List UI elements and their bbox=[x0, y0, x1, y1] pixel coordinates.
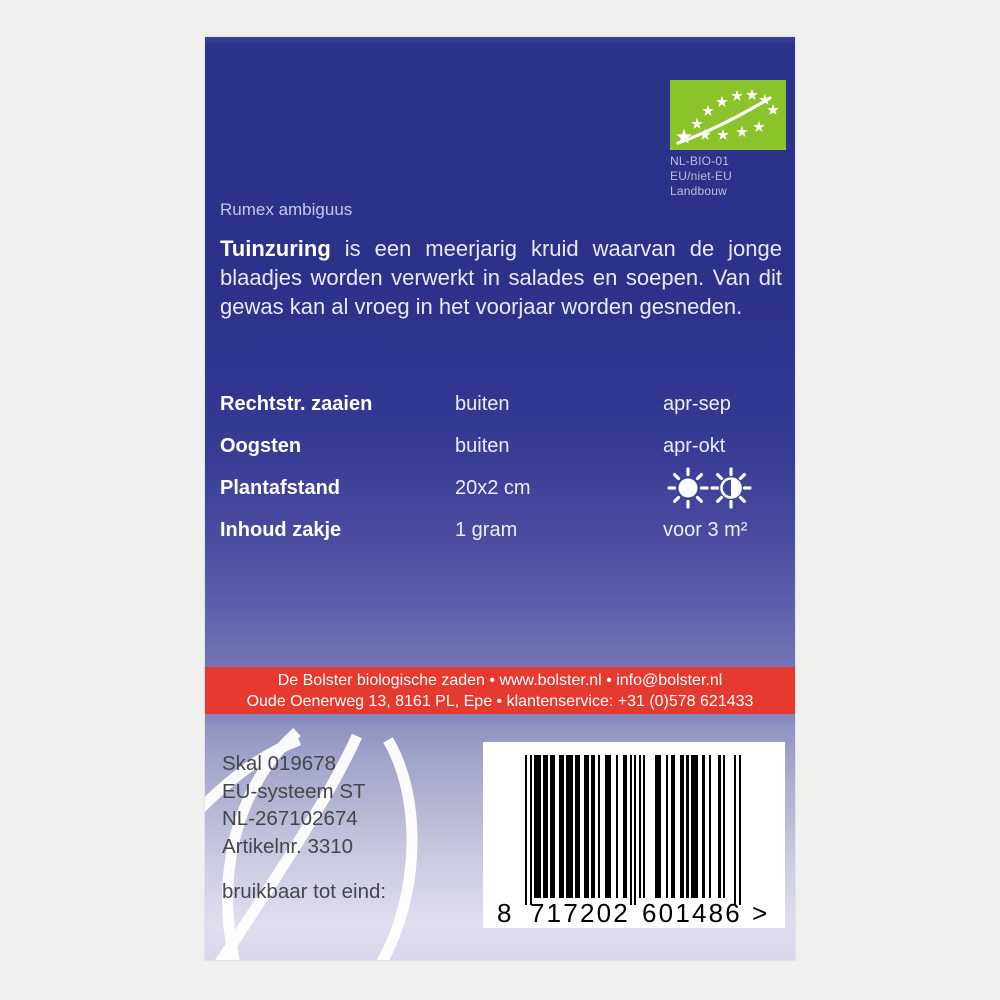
row-label: Rechtstr. zaaien bbox=[220, 392, 373, 415]
barcode-bar bbox=[643, 755, 645, 898]
row-season: apr-okt bbox=[663, 434, 726, 457]
barcode-bar bbox=[591, 755, 596, 898]
nl-number: NL-267102674 bbox=[222, 807, 358, 830]
product-description-text: is een meerjarig kruid waarvan de jonge blaadjes worden verwerkt in salades en soepen. Van dit gewas kan al vroeg in het voorjaar worden gesneden. bbox=[220, 236, 782, 319]
skal-number: Skal 019678 bbox=[222, 752, 336, 775]
article-number: Artikelnr. 3310 bbox=[222, 834, 354, 858]
row-label: Inhoud zakje bbox=[220, 518, 342, 541]
barcode-bar bbox=[616, 755, 618, 898]
table-row-sowing bbox=[220, 383, 795, 425]
barcode-bar bbox=[584, 755, 589, 898]
barcode-bar bbox=[543, 755, 548, 898]
product-description bbox=[220, 234, 782, 321]
barcode-bar bbox=[605, 755, 612, 898]
row-value: 20x2 cm bbox=[455, 476, 531, 499]
contact-banner bbox=[205, 667, 795, 714]
barcode-bar bbox=[623, 755, 628, 898]
barcode-bar bbox=[630, 755, 632, 905]
barcode-bar bbox=[702, 755, 704, 898]
barcode-bar bbox=[534, 755, 541, 898]
partial-shade-icon bbox=[712, 469, 750, 507]
barcode-bar bbox=[680, 755, 685, 898]
growing-info-table bbox=[220, 383, 795, 551]
product-name: Tuinzuring bbox=[220, 236, 331, 261]
barcode-bar bbox=[691, 755, 698, 898]
row-value: buiten bbox=[455, 434, 510, 457]
eu-logo-code: NL-BIO-01 bbox=[670, 154, 730, 168]
barcode-digit-first: 8 bbox=[497, 898, 512, 928]
table-row-content bbox=[220, 509, 795, 551]
row-coverage: voor 3 m² bbox=[663, 518, 748, 541]
eu-organic-logo bbox=[670, 80, 786, 199]
seed-packet-back bbox=[205, 37, 795, 960]
barcode-digits-right: 601486 bbox=[642, 898, 742, 928]
table-row-spacing bbox=[220, 467, 795, 509]
barcode-bar bbox=[550, 755, 555, 898]
barcode-bar bbox=[718, 755, 720, 898]
barcode-bar bbox=[559, 755, 564, 898]
barcode-bar bbox=[639, 755, 641, 898]
contact-line-2: Oude Oenerweg 13, 8161 PL, Epe • klantenservice: +31 (0)578 621433 bbox=[246, 693, 754, 710]
barcode-bar bbox=[671, 755, 676, 898]
barcode-digits-left: 717202 bbox=[530, 898, 630, 928]
certification-block bbox=[222, 750, 366, 860]
barcode-bar bbox=[686, 755, 688, 898]
barcode-bar bbox=[709, 755, 711, 898]
eu-organic-leaf-icon bbox=[670, 80, 786, 150]
barcode-bar bbox=[575, 755, 580, 898]
barcode-bar bbox=[525, 755, 527, 905]
barcode-bar bbox=[734, 755, 736, 905]
barcode-bar bbox=[723, 755, 725, 898]
barcode bbox=[483, 742, 785, 928]
barcode-bar bbox=[530, 755, 532, 905]
contact-line-1: De Bolster biologische zaden • www.bolster.nl • info@bolster.nl bbox=[277, 672, 723, 689]
eu-logo-origin: EU/niet-EU Landbouw bbox=[670, 169, 733, 198]
barcode-bar bbox=[739, 755, 741, 905]
sun-icons bbox=[666, 466, 754, 510]
barcode-bar bbox=[666, 755, 668, 898]
table-row-harvest bbox=[220, 425, 795, 467]
row-label: Oogsten bbox=[220, 434, 302, 457]
full-sun-icon bbox=[669, 469, 707, 507]
barcode-bar bbox=[655, 755, 662, 898]
row-value: buiten bbox=[455, 392, 510, 415]
barcode-bar bbox=[634, 755, 636, 905]
barcode-bar bbox=[598, 755, 600, 898]
eu-system: EU-systeem ST bbox=[222, 779, 366, 803]
row-sun-exposure bbox=[663, 466, 795, 510]
expiry-label: bruikbaar tot eind: bbox=[222, 880, 387, 903]
barcode-bar bbox=[566, 755, 573, 898]
packet-top-section bbox=[205, 37, 795, 667]
row-season: apr-sep bbox=[663, 392, 731, 415]
barcode-suffix: > bbox=[752, 898, 768, 928]
row-label: Plantafstand bbox=[220, 476, 341, 499]
latin-name: Rumex ambiguus bbox=[220, 200, 353, 219]
row-value: 1 gram bbox=[455, 518, 518, 541]
barcode-bars bbox=[525, 755, 741, 908]
packet-bottom-section bbox=[205, 714, 795, 960]
